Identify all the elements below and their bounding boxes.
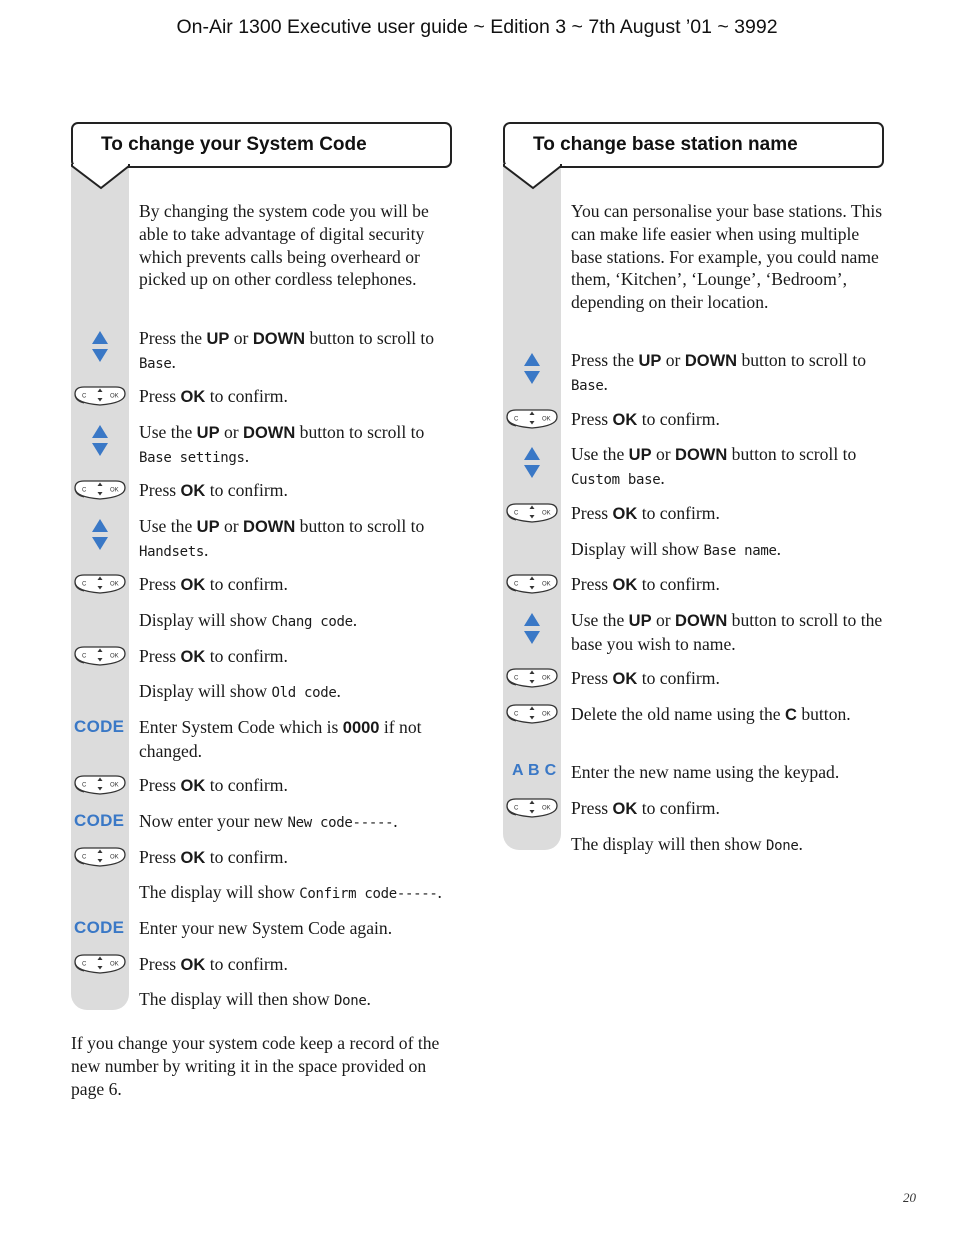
step-text: Enter the new name using the keypad.: [571, 762, 840, 782]
step-text: .: [244, 445, 250, 466]
right-title-pointer: [503, 164, 565, 192]
svg-text:OK: OK: [110, 854, 119, 861]
step-text: The display will show: [139, 882, 300, 902]
step-text: Press: [139, 574, 181, 594]
instruction-step: [571, 538, 883, 563]
up-down-arrows-icon: [522, 612, 542, 646]
up-down-arrows-icon: [522, 352, 542, 386]
step-text: or: [651, 444, 676, 464]
step-text: Now enter your new: [139, 811, 288, 831]
svg-text:C: C: [82, 653, 87, 660]
code-keypad-icon: CODE: [74, 811, 125, 830]
instruction-step: [571, 573, 883, 597]
svg-text:OK: OK: [110, 782, 119, 789]
button-name: UP: [196, 424, 220, 442]
svg-text:OK: OK: [542, 805, 551, 812]
svg-text:OK: OK: [110, 961, 119, 968]
step-text: .: [352, 610, 358, 630]
step-text: .: [336, 681, 341, 701]
step-text: to confirm.: [205, 847, 288, 867]
svg-text:OK: OK: [542, 510, 551, 517]
display-text: Base: [139, 355, 172, 372]
svg-text:C: C: [82, 487, 87, 494]
up-down-arrows-icon: [90, 424, 110, 458]
step-text: button to scroll to the base you wish to name.: [571, 610, 883, 654]
step-text: .: [603, 373, 608, 394]
step-text: button to scroll to: [727, 444, 857, 464]
step-text: to confirm.: [637, 668, 720, 688]
step-text: Use the: [571, 610, 629, 630]
svg-text:OK: OK: [542, 416, 551, 423]
step-text: Enter System Code which is: [139, 717, 343, 737]
step-text: or: [229, 328, 253, 348]
step-text: to confirm.: [637, 503, 720, 523]
ok-button-icon: [72, 952, 128, 976]
step-text: Press: [139, 646, 181, 666]
instruction-step: [571, 797, 883, 821]
display-text: Chang code: [271, 614, 353, 630]
svg-text:OK: OK: [110, 393, 119, 400]
step-text: to confirm.: [205, 386, 288, 406]
ok-button-icon: [504, 796, 560, 820]
step-text: Press: [571, 574, 613, 594]
button-name: UP: [628, 612, 652, 630]
instruction-step: [139, 846, 451, 870]
button-name: OK: [180, 648, 206, 666]
ok-button-icon: [72, 773, 128, 797]
left-section-title: To change your System Code: [71, 122, 452, 168]
instruction-step: [571, 833, 883, 858]
button-name: UP: [196, 518, 220, 536]
button-name: C: [785, 706, 797, 724]
ok-button-icon: [72, 845, 128, 869]
ok-button-icon: [504, 702, 560, 726]
step-text: to confirm.: [205, 574, 288, 594]
up-down-arrows-icon: [522, 446, 542, 480]
svg-text:C: C: [514, 416, 519, 423]
step-text: Press: [571, 798, 613, 818]
button-name: 0000: [342, 719, 380, 737]
step-text: The display will then show: [571, 834, 766, 854]
step-text: to confirm.: [205, 646, 288, 666]
button-name: OK: [612, 576, 638, 594]
step-text: to confirm.: [205, 775, 288, 795]
instruction-step: [139, 810, 451, 835]
display-text: Confirm code-----: [299, 886, 438, 902]
svg-text:C: C: [82, 782, 87, 789]
page-header: On-Air 1300 Executive user guide ~ Edition 3 ~ 7th August ’01 ~ 3992: [176, 16, 778, 38]
step-text: or: [661, 350, 685, 370]
ok-button-icon: [504, 407, 560, 431]
abc-keypad-icon: A B C: [512, 762, 557, 779]
display-text: Base settings: [139, 449, 245, 466]
svg-text:OK: OK: [542, 711, 551, 718]
svg-text:C: C: [514, 711, 519, 718]
step-text: button to scroll to: [305, 328, 435, 348]
display-text: Base name: [703, 543, 777, 559]
button-name: DOWN: [675, 446, 728, 464]
step-text: if not changed.: [139, 717, 422, 761]
ok-button-icon: [72, 384, 128, 408]
step-text: .: [776, 539, 782, 559]
step-text: or: [219, 516, 244, 536]
step-text: Use the: [139, 422, 197, 442]
button-name: UP: [628, 446, 652, 464]
svg-text:C: C: [514, 675, 519, 682]
svg-text:OK: OK: [110, 653, 119, 660]
display-text: Old code: [271, 685, 337, 701]
display-text: Handsets: [139, 543, 205, 560]
instruction-step: [139, 774, 451, 798]
instruction-step: [571, 667, 883, 691]
button-name: DOWN: [684, 352, 738, 370]
step-text: .: [660, 467, 665, 488]
instruction-step: [571, 349, 883, 398]
instruction-step: [571, 502, 883, 526]
svg-text:C: C: [82, 961, 87, 968]
svg-text:C: C: [514, 805, 519, 812]
step-text: button to scroll to: [737, 350, 867, 370]
button-name: OK: [180, 388, 206, 406]
button-name: OK: [612, 505, 638, 523]
step-text: button to scroll to: [295, 422, 425, 442]
step-text: The display will then show: [139, 989, 334, 1009]
instruction-step: [139, 917, 451, 940]
step-text: .: [393, 811, 398, 831]
up-down-arrows-icon: [90, 330, 110, 364]
ok-button-icon: [72, 478, 128, 502]
instruction-step: [139, 479, 451, 503]
step-text: Press: [139, 954, 181, 974]
svg-text:OK: OK: [542, 675, 551, 682]
button-name: OK: [612, 800, 638, 818]
button-name: UP: [206, 330, 230, 348]
step-text: Display will show: [139, 610, 272, 630]
ok-button-icon: [72, 572, 128, 596]
step-text: button.: [796, 704, 851, 724]
right-section-title: To change base station name: [503, 122, 884, 168]
button-name: DOWN: [675, 612, 728, 630]
instruction-step: [571, 408, 883, 432]
instruction-step: [571, 609, 883, 656]
button-name: OK: [612, 411, 638, 429]
code-keypad-icon: CODE: [74, 717, 125, 736]
step-text: Press: [139, 480, 181, 500]
left-title-pointer: [71, 164, 133, 192]
step-text: Press the: [139, 328, 207, 348]
step-text: Delete the old name using the: [571, 704, 785, 724]
display-text: Custom base: [571, 471, 661, 488]
ok-button-icon: [504, 572, 560, 596]
page-number: 20: [903, 1190, 916, 1205]
button-name: OK: [180, 576, 206, 594]
instruction-step: [571, 703, 883, 727]
instruction-step: [139, 988, 451, 1013]
step-text: to confirm.: [637, 574, 720, 594]
svg-text:OK: OK: [110, 581, 119, 588]
display-text: Done: [765, 838, 799, 854]
right-intro: You can personalise your base stations. This can make life easier when using multiple base stations. For example, you could name them, ‘Kitchen’, ‘Lounge’, ‘Bedroom’, depending on their location.: [571, 201, 883, 313]
left-intro: By changing the system code you will be able to take advantage of digital security which prevents calls being overheard or picked up on other cordless telephones.: [139, 201, 429, 290]
button-name: DOWN: [252, 330, 306, 348]
step-text: Press: [571, 409, 613, 429]
left-footnote: If you change your system code keep a record of the new number by writing it in the space provided on page 6.: [71, 1033, 440, 1099]
instruction-step: [139, 645, 451, 669]
instruction-step: [139, 609, 451, 634]
instruction-step: [139, 716, 451, 763]
svg-text:OK: OK: [542, 581, 551, 588]
step-text: to confirm.: [205, 480, 288, 500]
instruction-step: [139, 421, 451, 470]
svg-text:C: C: [82, 854, 87, 861]
step-text: to confirm.: [637, 798, 720, 818]
code-keypad-icon: CODE: [74, 918, 125, 937]
svg-text:C: C: [82, 393, 87, 400]
instruction-step: [139, 953, 451, 977]
step-text: Display will show: [571, 539, 704, 559]
ok-button-icon: [504, 666, 560, 690]
button-name: OK: [180, 849, 206, 867]
step-text: Press: [571, 503, 613, 523]
button-name: UP: [638, 352, 662, 370]
instruction-step: [139, 881, 451, 906]
step-text: Press: [139, 386, 181, 406]
up-down-arrows-icon: [90, 518, 110, 552]
step-text: .: [437, 882, 442, 902]
display-text: Base: [571, 377, 604, 394]
instruction-step: [571, 761, 883, 784]
button-name: OK: [180, 777, 206, 795]
instruction-step: [139, 573, 451, 597]
button-name: OK: [612, 670, 638, 688]
step-text: Use the: [571, 444, 629, 464]
step-text: .: [798, 834, 803, 854]
instruction-step: [139, 385, 451, 409]
ok-button-icon: [504, 501, 560, 525]
svg-text:C: C: [514, 510, 519, 517]
instruction-step: [571, 443, 883, 492]
step-text: .: [204, 539, 209, 560]
step-text: Press: [571, 668, 613, 688]
step-text: or: [651, 610, 676, 630]
svg-text:OK: OK: [110, 487, 119, 494]
instruction-step: [139, 680, 451, 705]
button-name: OK: [180, 482, 206, 500]
button-name: DOWN: [243, 424, 296, 442]
button-name: DOWN: [243, 518, 296, 536]
step-text: Press: [139, 847, 181, 867]
step-text: Press: [139, 775, 181, 795]
step-text: .: [171, 351, 176, 372]
step-text: Press the: [571, 350, 639, 370]
step-text: Use the: [139, 516, 197, 536]
step-text: to confirm.: [205, 954, 288, 974]
step-text: Display will show: [139, 681, 272, 701]
svg-text:C: C: [514, 581, 519, 588]
instruction-step: [139, 515, 451, 564]
display-text: New code-----: [287, 815, 394, 831]
step-text: button to scroll to: [295, 516, 425, 536]
step-text: .: [366, 989, 371, 1009]
step-text: Enter your new System Code again.: [139, 918, 393, 938]
step-text: to confirm.: [637, 409, 720, 429]
step-text: or: [219, 422, 244, 442]
button-name: OK: [180, 956, 206, 974]
svg-text:C: C: [82, 581, 87, 588]
ok-button-icon: [72, 644, 128, 668]
display-text: Done: [333, 993, 367, 1009]
instruction-step: [139, 327, 451, 376]
